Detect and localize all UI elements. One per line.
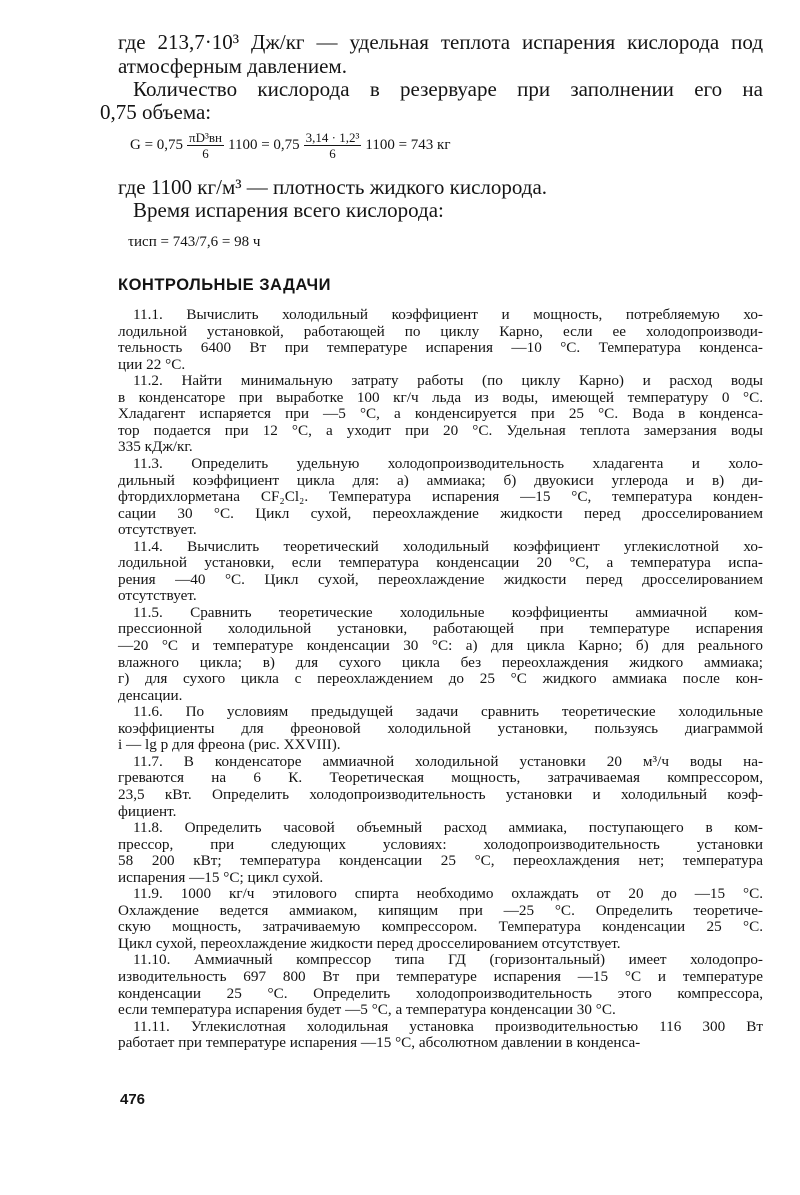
- problem-line: рения —40 °С. Цикл сухой, переохлаждение жидкости перед дросселированием: [118, 570, 763, 588]
- problem-start-line: 11.11. Углекислотная холодильная установка производительностью 116 300 Вт: [133, 1017, 763, 1035]
- problem-start-line: 11.9. 1000 кг/ч этилового спирта необходимо охлаждать от 20 до —15 °С.: [133, 885, 763, 903]
- problem-start-line: 11.7. В конденсаторе аммиачной холодильной установки 20 м³/ч воды на-: [133, 752, 763, 770]
- problem-line: ции 22 °С.: [118, 355, 186, 373]
- problem-start-line: 11.4. Вычислить теоретический холодильный коэффициент углекислотной хо-: [133, 537, 763, 555]
- section-title: КОНТРОЛЬНЫЕ ЗАДАЧИ: [118, 276, 331, 294]
- problem-line: испарения —15 °С; цикл сухой.: [118, 868, 324, 886]
- problem-line: фициент.: [118, 802, 177, 820]
- fraction-numerator: 3,14 · 1,2³: [305, 129, 360, 145]
- problem-line: i — lg p для фреона (рис. XXVIII).: [118, 736, 341, 754]
- problem-line: греваются на 6 К. Теоретическая мощность, затрачиваемая компрессором,: [118, 769, 763, 787]
- problem-line: работает при температуре испарения —15 °С, абсолютном давлении в конденса-: [118, 1034, 641, 1052]
- formula-rhs: 1100 = 743 кг: [365, 136, 451, 153]
- problem-line: коэффициенты для фреоновой холодильной установки, пользуясь диаграммой: [118, 719, 763, 737]
- problem-line: сации 30 °С. Цикл сухой, переохлаждение жидкости перед дросселированием: [118, 504, 763, 522]
- intro-line: где 213,7·10³ Дж/кг — удельная теплота испарения кислорода под: [118, 30, 763, 54]
- problem-line: 23,5 кВт. Определить холодопроизводительность установки и холодильный коэф-: [118, 785, 763, 803]
- problem-line: тор подается при 12 °С, а уходит при 20 °С. Удельная теплота замерзания воды: [118, 421, 763, 439]
- formula-oxygen-mass: [130, 125, 775, 165]
- after-line: Время испарения всего кислорода:: [133, 198, 444, 222]
- problem-start-line: 11.6. По условиям предыдущей задачи сравнить теоретические холодильные: [133, 703, 763, 721]
- fraction-numerator: πD³вн: [189, 129, 222, 145]
- problem-line: Хладагент испаряется при —5 °С, а конденсируется при 25 °С. Вода в конденса-: [118, 405, 763, 423]
- formula-lhs: G = 0,75: [130, 136, 184, 153]
- problem-start-line: 11.2. Найти минимальную затрату работы (по циклу Карно) и расход воды: [133, 372, 763, 390]
- problem-line: денсации.: [118, 686, 183, 704]
- problem-line: лодильной установки, если температура конденсации 20 °С, а температура испа-: [118, 554, 763, 572]
- problem-line: фтордихлорметана CF₂Cl₂. Температура испарения —15 °С, температура конден-: [118, 488, 763, 506]
- problem-line: конденсации 25 °С. Определить холодопроизводительность этого компрессора,: [118, 984, 763, 1002]
- intro-line: Количество кислорода в резервуаре при заполнении его на: [133, 77, 763, 101]
- problem-line: —20 °С и температуре конденсации 30 °С: а) для цикла Карно; б) для реального: [118, 637, 763, 654]
- intro-line: атмосферным давлением.: [118, 54, 347, 78]
- problem-line: изводительность 697 800 Вт при температуре испарения —15 °С и температуре: [118, 968, 763, 985]
- after-line: где 1100 кг/м³ — плотность жидкого кислорода.: [118, 175, 548, 199]
- problem-start-line: 11.1. Вычислить холодильный коэффициент и мощность, потребляемую хо-: [133, 306, 763, 323]
- problem-start-line: 11.8. Определить часовой объемный расход аммиака, поступающего в ком-: [133, 819, 763, 837]
- problem-start-line: 11.3. Определить удельную холодопроизводительность хладагента и холо-: [133, 454, 763, 472]
- problem-line: отсутствует.: [118, 521, 197, 539]
- problem-line: Цикл сухой, переохлаждение жидкости перед дросселированием отсутствует.: [118, 934, 621, 952]
- problem-line: в конденсаторе при выработке 100 кг/ч льда из воды, имеющей температуру 0 °С.: [118, 388, 763, 406]
- problem-line: скую мощность, затрачиваемую компрессором. Температура конденсации 25 °С.: [118, 918, 763, 936]
- formula-evaporation-time: τисп = 743/7,6 = 98 ч: [128, 234, 261, 250]
- problem-start-line: 11.10. Аммиачный компрессор типа ГД (горизонтальный) имеет холодопро-: [133, 951, 763, 969]
- problem-line: если температура испарения будет —5 °С, а температура конденсации 30 °С.: [118, 1001, 616, 1019]
- problem-line: тельность 6400 Вт при температуре испарения —10 °С. Температура конденса-: [118, 339, 763, 357]
- fraction-denominator: 6: [202, 145, 209, 161]
- intro-line: 0,75 объема:: [100, 100, 212, 124]
- fraction-denominator: 6: [329, 145, 336, 161]
- problem-line: дильный коэффициент цикла для: а) аммиака; б) двуокиси углерода и в) ди-: [118, 471, 763, 489]
- problem-line: лодильной установкой, работающей по циклу Карно, если ее холодопроизводи-: [118, 322, 763, 340]
- problem-line: г) для сухого цикла с переохлаждением до 25 °С жидкого аммиака после кон-: [118, 670, 763, 688]
- problem-line: влажного цикла; в) для сухого цикла без переохлаждения жидкого аммиака;: [118, 653, 763, 671]
- problem-line: прессор, при следующих условиях: холодопроизводительность установки: [118, 835, 763, 853]
- problem-line: прессионной холодильной установки, работающей при температуре испарения: [118, 620, 763, 638]
- problem-line: отсутствует.: [118, 587, 197, 605]
- problem-start-line: 11.5. Сравнить теоретические холодильные коэффициенты аммиачной ком-: [133, 603, 763, 621]
- page-number: 476: [120, 1091, 146, 1108]
- formula-mid: 1100 = 0,75: [228, 136, 300, 153]
- fraction: [304, 130, 362, 161]
- problem-line: Охлаждение ведется аммиаком, кипящим при —25 °С. Определить теоретиче-: [118, 901, 763, 919]
- problem-line: 335 кДж/кг.: [118, 438, 193, 456]
- fraction: [187, 130, 224, 161]
- problem-line: 58 200 кВт; температура конденсации 25 °С, переохлаждения нет; температура: [118, 852, 763, 870]
